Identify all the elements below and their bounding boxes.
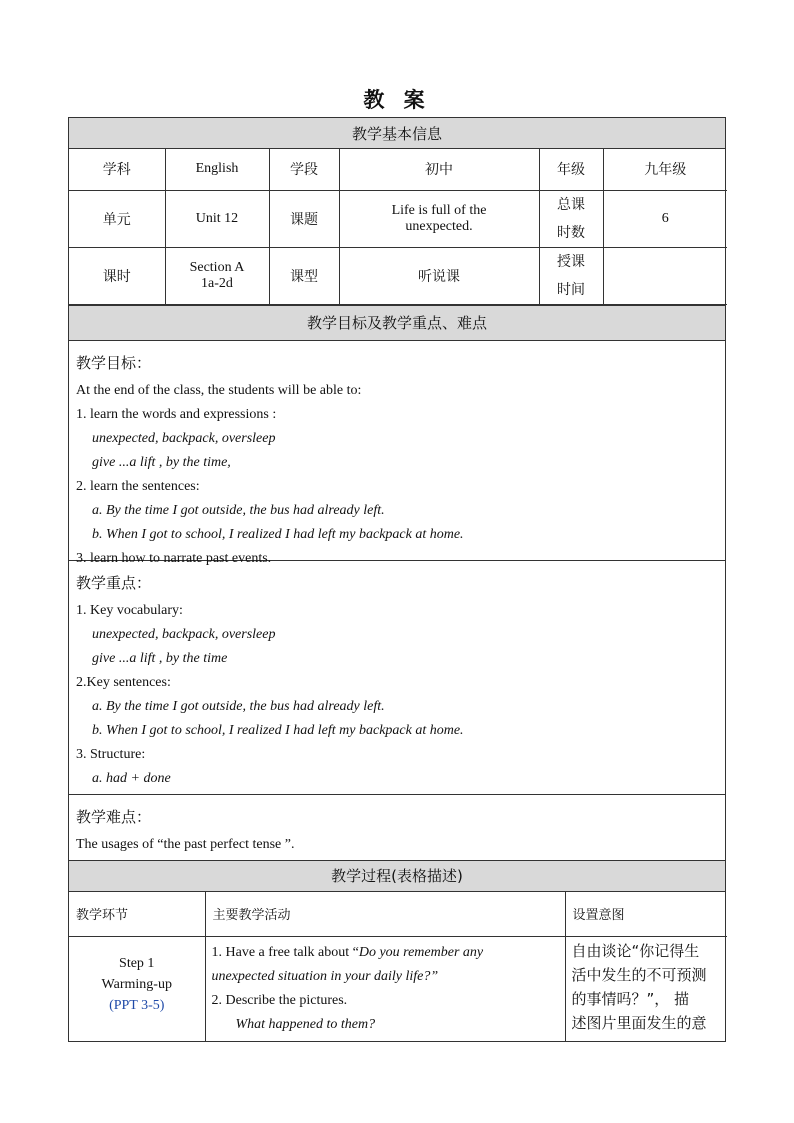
total-label-line-1: 总课 — [557, 196, 585, 213]
time-label-line-1: 授课 — [557, 253, 585, 270]
total-label-line-2: 时数 — [557, 224, 585, 241]
process-table — [69, 892, 727, 1041]
key-points-section — [69, 561, 725, 795]
step-number: Step 1 — [119, 955, 155, 971]
process-heading: 教学过程(表格描述) — [69, 861, 725, 892]
stage-label: 学段 — [269, 149, 339, 190]
objective-item-3: 3. learn how to narrate past events. — [76, 550, 272, 566]
total-periods-label — [539, 190, 603, 247]
basic-info-table — [69, 149, 727, 305]
activity-1-question-part-2: unexpected situation in your daily life?” — [211, 968, 439, 984]
teaching-time-value — [603, 247, 727, 304]
difficulties-title: 教学难点： — [76, 807, 152, 826]
time-label-line-2: 时间 — [557, 281, 585, 298]
difficulties-text: The usages of “the past perfect tense ”. — [76, 836, 295, 852]
objective-item-2-sentence-b: b. When I got to school, I realized I had left my backpack at home. — [92, 526, 464, 542]
grade-value: 九年级 — [603, 149, 727, 190]
process-activities-cell — [205, 936, 565, 1041]
basic-info-heading: 教学基本信息 — [69, 118, 725, 149]
goals-heading: 教学目标及教学重点、难点 — [69, 305, 725, 341]
key-point-item-1: 1. Key vocabulary: — [76, 602, 183, 618]
period-line-1: Section A — [189, 259, 245, 275]
key-point-item-1-phrases: give ...a lift , by the time — [92, 650, 228, 666]
process-step-cell — [69, 936, 205, 1041]
period-label: 课时 — [69, 247, 165, 304]
process-purpose-cell — [565, 936, 727, 1041]
objective-item-1-phrases: give ...a lift , by the time, — [92, 454, 231, 470]
process-col-activities: 主要教学活动 — [205, 892, 565, 937]
topic-line-1: Life is full of the — [391, 202, 487, 218]
purpose-line-2: 活中发生的不可预测 — [571, 965, 707, 984]
step-name: Warming-up — [101, 976, 172, 992]
activity-1 — [212, 941, 559, 965]
process-col-purpose: 设置意图 — [565, 892, 727, 937]
topic-label: 课题 — [269, 190, 339, 247]
objectives-title: 教学目标： — [76, 353, 152, 372]
objective-item-1-words: unexpected, backpack, oversleep — [92, 430, 276, 446]
process-row — [69, 936, 727, 1041]
activity-1-prefix: 1. Have a free talk about “ — [211, 944, 359, 960]
grade-label: 年级 — [539, 149, 603, 190]
objectives-section — [69, 341, 725, 566]
objective-item-1: 1. learn the words and expressions : — [76, 406, 277, 422]
subject-label: 学科 — [69, 149, 165, 190]
teaching-time-label — [539, 247, 603, 304]
period-value — [165, 247, 269, 304]
lesson-type-value: 听说课 — [339, 247, 539, 304]
subject-value: English — [165, 149, 269, 190]
objective-item-2: 2. learn the sentences: — [76, 478, 200, 494]
process-col-stage: 教学环节 — [69, 892, 205, 937]
unit-value: Unit 12 — [165, 190, 269, 247]
stage-value: 初中 — [339, 149, 539, 190]
lesson-plan-sheet — [68, 117, 726, 1042]
key-points-title: 教学重点： — [76, 573, 152, 592]
key-point-item-2-sentence-b: b. When I got to school, I realized I had left my backpack at home. — [92, 722, 464, 738]
document-title: 教 案 — [363, 88, 431, 112]
step-ppt-ref: (PPT 3-5) — [109, 997, 165, 1013]
unit-label: 单元 — [69, 190, 165, 247]
key-point-item-1-words: unexpected, backpack, oversleep — [92, 626, 276, 642]
key-point-item-3: 3. Structure: — [76, 746, 146, 762]
key-point-item-2: 2.Key sentences: — [76, 674, 171, 690]
purpose-line-1: 自由谈论“你记得生 — [571, 941, 700, 960]
lesson-type-label: 课型 — [269, 247, 339, 304]
total-periods-value: 6 — [603, 190, 727, 247]
key-point-item-3-structure: a. had + done — [92, 770, 171, 786]
objective-item-2-sentence-a: a. By the time I got outside, the bus had already left. — [92, 502, 385, 518]
activity-1-question-part-1: Do you remember any — [358, 944, 484, 960]
topic-value — [339, 190, 539, 247]
period-line-2: 1a-2d — [201, 275, 233, 291]
purpose-line-3: 的事情吗？”， 描 — [571, 989, 690, 1008]
activity-2: 2. Describe the pictures. — [211, 992, 348, 1008]
key-point-item-2-sentence-a: a. By the time I got outside, the bus had already left. — [92, 698, 385, 714]
topic-line-2: unexpected. — [405, 218, 473, 234]
difficulties-section — [69, 795, 725, 861]
activity-2-question: What happened to them? — [235, 1016, 376, 1032]
purpose-line-4: 述图片里面发生的意 — [571, 1013, 707, 1032]
objectives-intro: At the end of the class, the students will be able to: — [76, 382, 362, 398]
